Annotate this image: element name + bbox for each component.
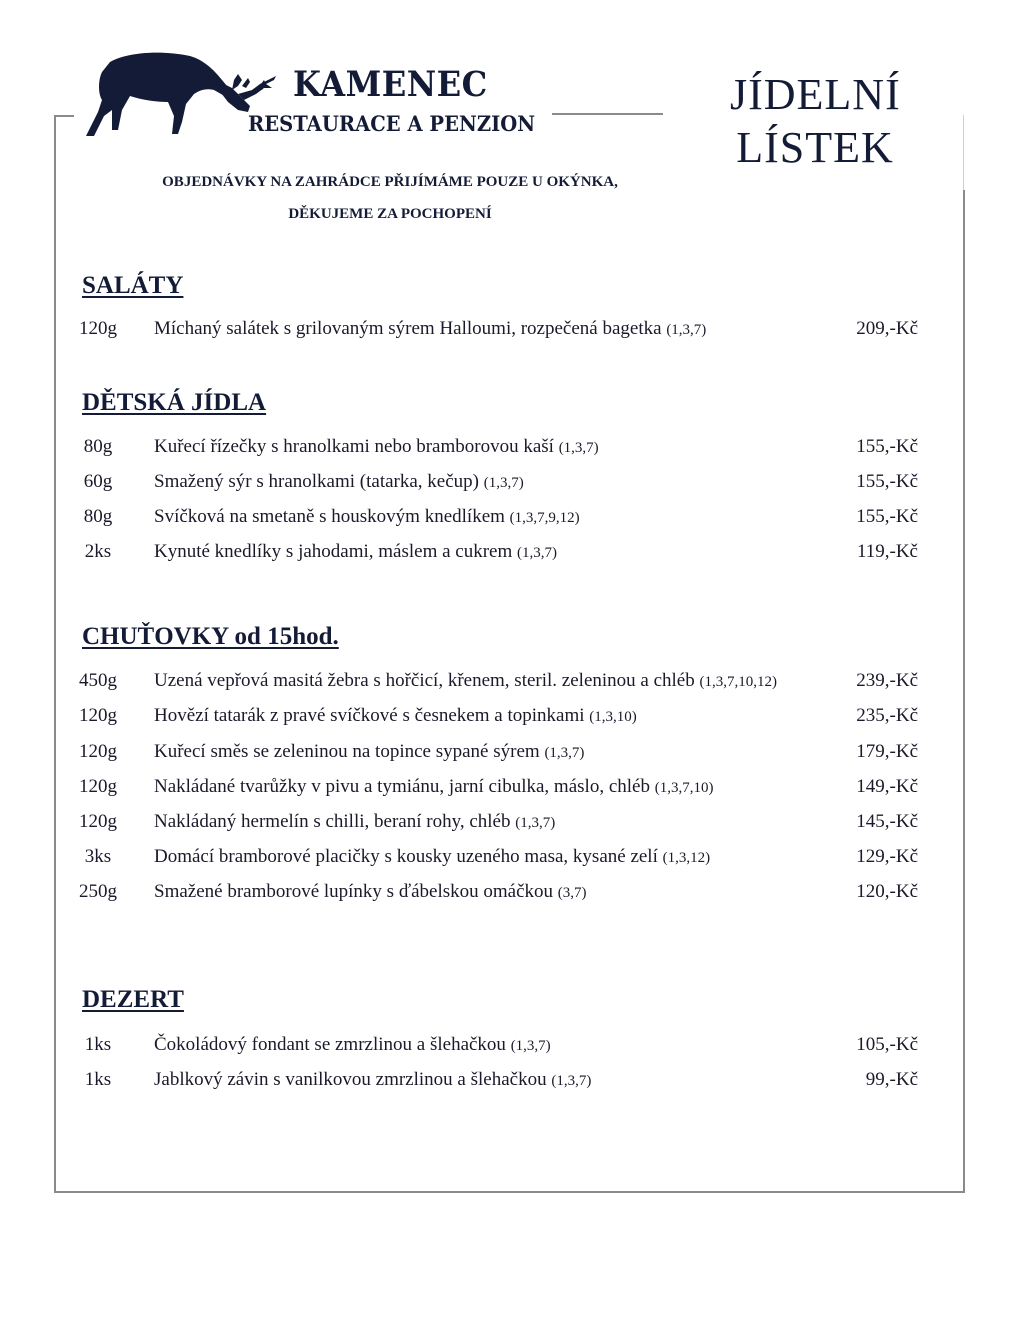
item-price: 239,-Kč — [856, 670, 918, 691]
brand-subtitle: RESTAURACE A PENZION — [248, 111, 536, 136]
section-title: DEZERT — [82, 986, 184, 1013]
menu-item — [70, 846, 930, 872]
item-dish-name: Domácí bramborové placičky s kousky uzeného masa, kysané zelí — [154, 846, 658, 867]
menu-item — [70, 1034, 930, 1060]
item-dish — [154, 506, 580, 528]
menu-item — [70, 318, 930, 344]
item-dish-name: Nakládané tvarůžky v pivu a tymiánu, jarní cibulka, máslo, chléb — [154, 776, 650, 797]
item-price: 235,-Kč — [856, 705, 918, 726]
frame-bottom-border — [54, 1191, 965, 1193]
item-dish — [154, 776, 713, 798]
menu-item — [70, 811, 930, 837]
menu-item — [70, 705, 930, 731]
item-allergens: (1,3,7,10,12) — [699, 674, 777, 690]
section-dessert — [82, 986, 184, 1014]
frame-left-border — [54, 115, 56, 1193]
section-title: SALÁTY — [82, 272, 184, 299]
item-weight: 3ks — [84, 846, 112, 867]
notice-line-1: OBJEDNÁVKY NA ZAHRÁDCE PŘIJÍMÁME POUZE U OKÝNKA, — [162, 174, 618, 190]
item-allergens: (1,3,7,9,12) — [509, 510, 580, 526]
item-dish-name: Čokoládový fondant se zmrzlinou a šlehačkou — [154, 1034, 506, 1055]
frame-right-border-top — [963, 115, 964, 190]
item-price: 145,-Kč — [856, 811, 918, 832]
item-dish-name: Smažený sýr s hranolkami (tatarka, kečup) — [154, 471, 479, 492]
item-price: 99,-Kč — [865, 1069, 918, 1090]
item-price: 155,-Kč — [856, 471, 918, 492]
menu-item — [70, 670, 930, 696]
notice-line-2: DĚKUJEME ZA POCHOPENÍ — [288, 206, 492, 222]
item-price: 120,-Kč — [856, 881, 918, 902]
item-weight: 1ks — [84, 1069, 112, 1090]
item-dish-name: Jablkový závin s vanilkovou zmrzlinou a šlehačkou — [154, 1069, 547, 1090]
item-dish-name: Hovězí tatarák z pravé svíčkové s česnekem a topinkami — [154, 705, 585, 726]
frame-top-border-left — [54, 115, 74, 117]
item-allergens: (3,7) — [557, 885, 587, 901]
item-allergens: (1,3,7) — [558, 440, 599, 456]
item-weight: 120g — [79, 811, 117, 832]
item-allergens: (1,3,7) — [515, 815, 556, 831]
item-price: 149,-Kč — [856, 776, 918, 797]
menu-item — [70, 541, 930, 567]
item-weight: 120g — [79, 318, 117, 339]
frame-right-border — [963, 190, 965, 1193]
item-weight: 1ks — [84, 1034, 112, 1055]
item-allergens: (1,3,7) — [510, 1038, 551, 1054]
section-title: CHUŤOVKY od 15hod. — [82, 623, 339, 650]
item-dish — [154, 1069, 591, 1091]
item-dish — [154, 705, 637, 727]
menu-item — [70, 1069, 930, 1095]
menu-item — [70, 471, 930, 497]
item-weight: 80g — [83, 506, 113, 527]
item-price: 155,-Kč — [856, 506, 918, 527]
item-price: 179,-Kč — [856, 741, 918, 762]
item-allergens: (1,3,7,10) — [654, 780, 714, 796]
menu-title — [730, 68, 900, 174]
menu-item — [70, 741, 930, 767]
item-dish-name: Míchaný salátek s grilovaným sýrem Halloumi, rozpečená bagetka — [154, 318, 662, 339]
item-allergens: (1,3,7) — [666, 322, 707, 338]
menu-item — [70, 436, 930, 462]
item-dish-name: Kynuté knedlíky s jahodami, máslem a cukrem — [154, 541, 513, 562]
item-dish-name: Smažené bramborové lupínky s ďábelskou omáčkou — [154, 881, 554, 902]
menu-item — [70, 776, 930, 802]
menu-item — [70, 881, 930, 907]
section-snacks — [82, 623, 339, 651]
item-dish-name: Kuřecí směs se zeleninou na topince sypané sýrem — [154, 741, 540, 762]
item-allergens: (1,3,7) — [483, 475, 524, 491]
item-dish-name: Kuřecí řízečky s hranolkami nebo bramborovou kaší — [154, 436, 554, 457]
item-weight: 450g — [79, 670, 117, 691]
item-weight: 2ks — [84, 541, 112, 562]
item-dish — [154, 1034, 551, 1056]
section-salads — [82, 272, 183, 300]
item-dish — [154, 436, 599, 458]
item-weight: 120g — [79, 705, 117, 726]
item-price: 119,-Kč — [856, 541, 918, 562]
item-dish-name: Nakládaný hermelín s chilli, beraní rohy, chléb — [154, 811, 511, 832]
section-title: DĚTSKÁ JÍDLA — [82, 389, 267, 416]
item-weight: 80g — [83, 436, 113, 457]
item-dish — [154, 846, 710, 868]
item-dish — [154, 811, 555, 833]
section-kids-meals — [82, 389, 266, 417]
item-allergens: (1,3,7) — [517, 545, 558, 561]
item-dish-name: Uzená vepřová masitá žebra s hořčicí, křenem, steril. zeleninou a chléb — [154, 670, 695, 691]
item-dish — [154, 881, 587, 903]
item-price: 105,-Kč — [856, 1034, 918, 1055]
item-dish — [154, 318, 706, 340]
item-price: 209,-Kč — [856, 318, 918, 339]
menu-title-line2: LÍSTEK — [736, 123, 894, 172]
item-dish — [154, 471, 524, 493]
item-weight: 120g — [79, 741, 117, 762]
brand-name: KAMENEC — [293, 64, 488, 105]
item-dish — [154, 541, 557, 563]
item-weight: 250g — [79, 881, 117, 902]
item-allergens: (1,3,12) — [662, 850, 711, 866]
item-weight: 60g — [83, 471, 113, 492]
menu-item — [70, 506, 930, 532]
item-price: 155,-Kč — [856, 436, 918, 457]
item-dish-name: Svíčková na smetaně s houskovým knedlíkem — [154, 506, 505, 527]
item-price: 129,-Kč — [856, 846, 918, 867]
item-allergens: (1,3,7) — [551, 1073, 592, 1089]
item-weight: 120g — [79, 776, 117, 797]
item-allergens: (1,3,10) — [589, 709, 637, 725]
frame-top-border-middle — [552, 113, 663, 115]
item-dish — [154, 670, 777, 692]
item-dish — [154, 741, 584, 763]
item-allergens: (1,3,7) — [544, 745, 585, 761]
menu-title-line1: JÍDELNÍ — [730, 70, 901, 119]
